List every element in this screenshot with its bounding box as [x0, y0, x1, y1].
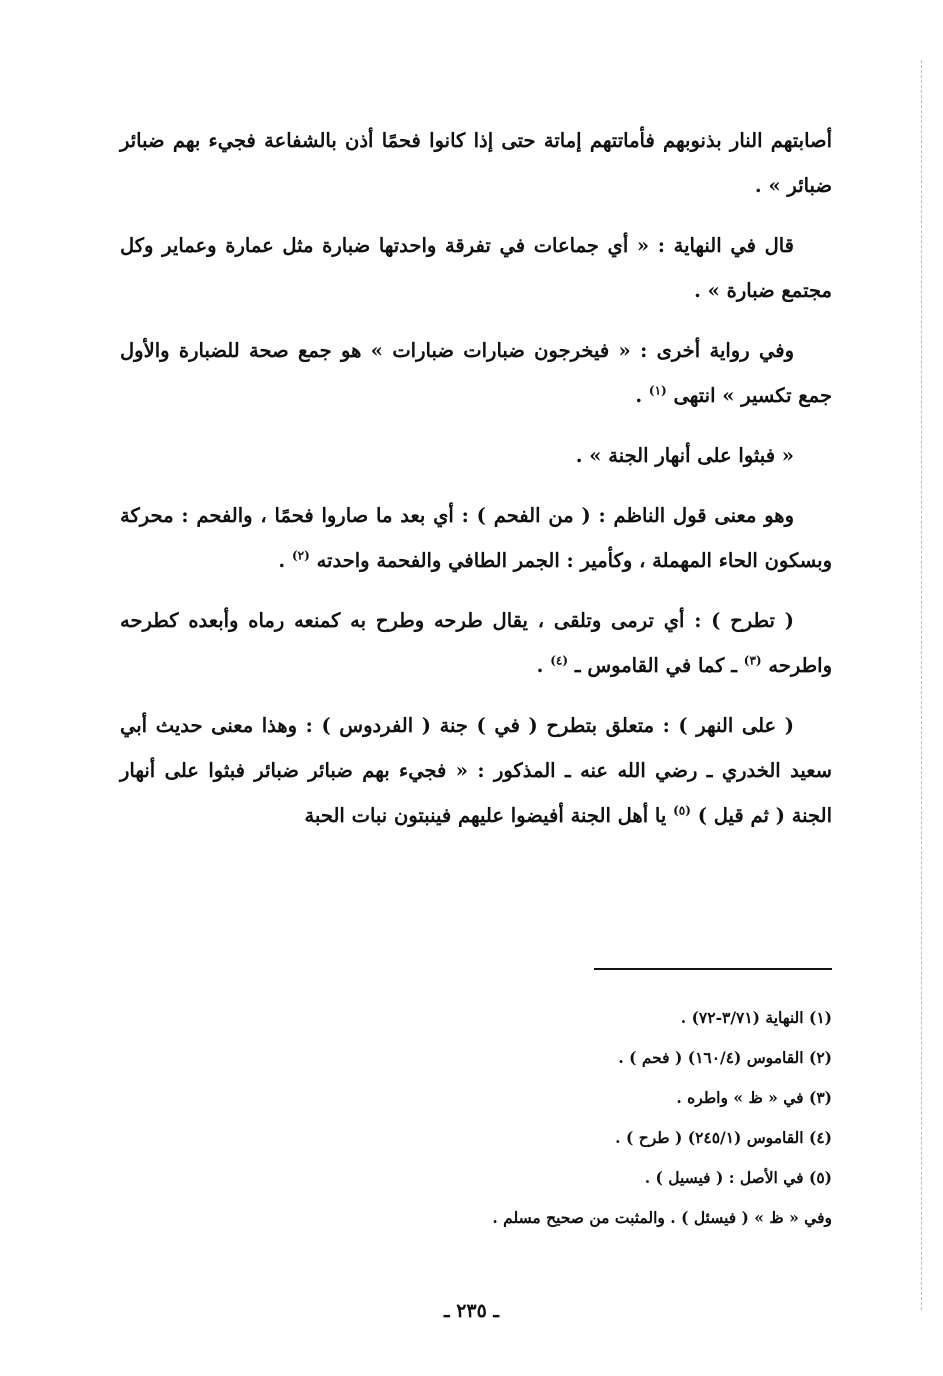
paragraph-2 [120, 223, 832, 313]
paragraph-1 [120, 118, 832, 208]
paragraph-5 [120, 493, 832, 583]
paragraph-2-text: قال في النهاية : « أي جماعات في تفرقة واحدتها ضبارة مثل عمارة وعماير وكل مجتمع ضبارة » . [120, 234, 832, 302]
paragraph-4-text: « فبثوا على أنهار الجنة » . [575, 444, 794, 467]
footnote-2: (٢) القاموس (١٦٠/٤) ( فحم ) . [618, 1048, 832, 1067]
footnote-ref-5: (٥) [673, 803, 691, 818]
footnote-ref-1: (١) [648, 383, 667, 398]
footnote-ref-3: (٣) [743, 653, 762, 668]
paragraph-5-text: وهو معنى قول الناظم : ( من الفحم ) : أي بعد ما صاروا فحمًا ، والفحم : محركة وبسكون الحاء المهملة ، وكأمير : الجمر الطافي والفحمة واحدته [120, 504, 832, 572]
paragraph-6-text: ( تطرح ) : أي ترمى وتلقى ، يقال طرحه وطرح به كمنعه رماه وأبعده كطرحه واطرحه [120, 609, 832, 677]
paragraph-6-mid: ـ كما في القاموس ـ [574, 654, 744, 677]
paragraph-3-text: وفي رواية أخرى : « فيخرجون ضبارات ضبارات » هو جمع صحة للضبارة والأول جمع تكسير » انتهى [120, 339, 832, 407]
paragraph-6-end: . [536, 654, 551, 677]
paragraph-4 [120, 433, 832, 478]
footnote-4: (٤) القاموس (٢٤٥/١) ( طرح ) . [615, 1128, 832, 1147]
footnote-1: (١) النهاية (٣/٧١-٧٢) . [680, 1008, 832, 1027]
footnote-5-continuation: وفي « ظ » ( فيسئل ) . والمثبت من صحيح مسلم . [492, 1208, 832, 1227]
paragraph-7-end: يا أهل الجنة أفيضوا عليهم فينبتون نبات الحبة [304, 804, 674, 827]
paragraph-6 [120, 598, 832, 688]
footnote-ref-2: (٢) [291, 548, 310, 563]
paragraph-3 [120, 328, 832, 418]
footnote-5: (٥) في الأصل : ( فيسيل ) . [644, 1168, 832, 1187]
paragraph-3-end: . [635, 384, 649, 407]
footnote-3: (٣) في « ظ » واطره . [676, 1088, 832, 1107]
footnotes [300, 998, 832, 1238]
main-text [120, 118, 832, 853]
paragraph-1-text: أصابتهم النار بذنوبهم فأماتتهم إماتة حتى إذا كانوا فحمًا أذن بالشفاعة فجيء بهم ضبائر ضبائر » . [120, 129, 832, 197]
scan-edge-line [921, 60, 922, 1310]
footnote-ref-4: (٤) [550, 653, 569, 668]
footnote-separator [594, 968, 832, 970]
page-number: ـ ٢٣٥ ـ [444, 1300, 499, 1322]
paragraph-7 [120, 703, 832, 838]
paragraph-5-end: . [278, 549, 292, 572]
paragraph-7-text: ( على النهر ) : متعلق بتطرح ( في ) جنة ( الفردوس ) : وهذا معنى حديث أبي سعيد الخدري ـ رضي الله عنه ـ المذكور : « فجيء بهم ضبائر ضبائر فبثوا على أنهار الجنة ( ثم قيل ) [120, 714, 832, 827]
